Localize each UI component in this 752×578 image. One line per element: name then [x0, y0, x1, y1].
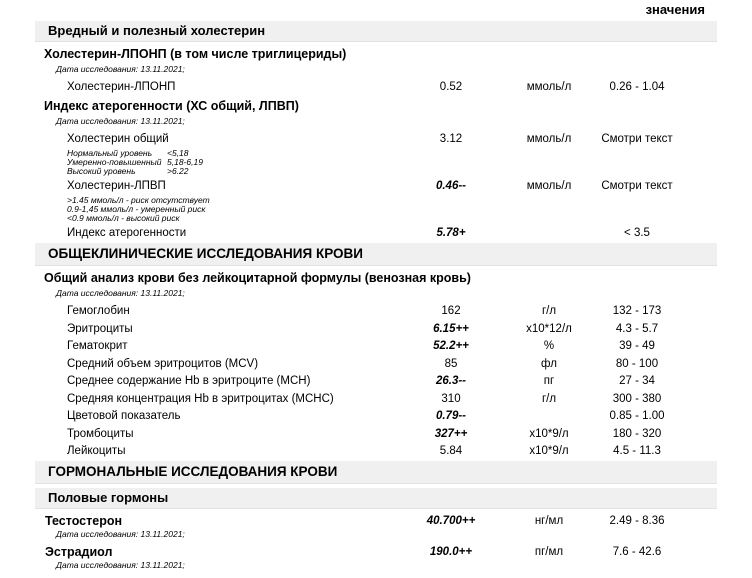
result-row	[35, 357, 688, 371]
test-unit	[512, 226, 586, 240]
test-unit: пг/мл	[534, 546, 564, 558]
section-band: Вредный и полезный холестерин	[35, 21, 717, 42]
test-unit	[512, 409, 586, 423]
test-unit: ммоль/л	[526, 133, 572, 145]
test-name: Средний объем эритроцитов (MCV)	[67, 357, 259, 370]
level-label: Высокий уровень	[67, 166, 136, 176]
test-unit: х10*12/л	[526, 322, 572, 335]
reference-range: 0.26 - 1.04	[609, 81, 665, 93]
test-unit: х10*9/л	[529, 427, 569, 440]
level-value: >6.22	[167, 166, 189, 176]
result-row	[35, 374, 688, 388]
test-unit: ммоль/л	[526, 81, 572, 93]
test-name: Среднее содержание Hb в эритроците (MCH)	[67, 375, 311, 387]
section-band: ОБЩЕКЛИНИЧЕСКИЕ ИССЛЕДОВАНИЯ КРОВИ	[35, 243, 717, 266]
test-name: Эстрадиол	[45, 545, 113, 559]
test-value: 310	[441, 392, 461, 405]
reference-values-column-header: значения	[645, 2, 705, 17]
level-label: Нормальный уровень	[67, 148, 153, 158]
test-value: 26.3--	[435, 375, 467, 387]
result-row	[35, 304, 688, 318]
test-name: Лейкоциты	[67, 445, 126, 457]
result-row	[35, 409, 688, 423]
reference-range: < 3.5	[624, 227, 650, 239]
study-date: Дата исследования: 13.11.2021;	[56, 116, 185, 126]
result-row	[35, 226, 688, 240]
test-value: 3.12	[439, 133, 463, 145]
test-unit: х10*9/л	[529, 445, 569, 457]
risk-note-line: <0.9 ммоль/л - высокий риск	[67, 213, 180, 223]
test-value: 162	[441, 305, 461, 317]
test-value: 0.52	[439, 81, 463, 93]
test-value: 52.2++	[433, 340, 469, 352]
test-name: Холестерин общий	[67, 133, 169, 145]
reference-range: 2.49 - 8.36	[609, 515, 665, 527]
reference-range: Смотри текст	[601, 180, 673, 192]
level-label: Умеренно-повышенный	[67, 157, 162, 167]
test-value: 190.0++	[429, 546, 473, 558]
risk-note-line: >1.45 ммоль/л - риск отсутствует	[67, 195, 210, 205]
reference-range: 7.6 - 42.6	[612, 546, 662, 558]
test-name: Тестостерон	[45, 514, 123, 528]
test-value: 5.84	[439, 445, 463, 457]
reference-range: 27 - 34	[619, 375, 655, 387]
result-row	[35, 514, 688, 528]
risk-note-line: 0.9-1,45 ммоль/л - умеренный риск	[67, 204, 206, 214]
test-unit: %	[543, 340, 555, 352]
test-value: 327++	[434, 427, 468, 440]
result-row	[35, 339, 688, 353]
test-group-title: Индекс атерогенности (ХС общий, ЛПВП)	[44, 99, 299, 113]
test-name: Цветовой показатель	[67, 410, 181, 422]
test-name: Средняя концентрация Hb в эритроцитах (MCHC)	[67, 392, 334, 405]
result-row	[35, 132, 688, 146]
test-unit: г/л	[541, 305, 557, 317]
test-unit: ммоль/л	[526, 180, 572, 192]
study-date: Дата исследования: 13.11.2021;	[56, 529, 185, 539]
reference-range: 4.3 - 5.7	[615, 322, 659, 335]
reference-range: 180 - 320	[612, 427, 662, 440]
subsection-band: Половые гормоны	[35, 488, 717, 509]
level-value: <5,18	[167, 148, 189, 158]
result-row	[35, 444, 688, 458]
test-name: Тромбоциты	[67, 427, 134, 440]
reference-range: 39 - 49	[619, 340, 655, 352]
test-name: Гемоглобин	[67, 305, 130, 317]
result-row	[35, 427, 688, 441]
test-value: 40.700++	[426, 515, 476, 527]
study-date: Дата исследования: 13.11.2021;	[56, 560, 185, 570]
test-group-title: Общий анализ крови без лейкоцитарной формулы (венозная кровь)	[44, 271, 471, 285]
test-name: Холестерин-ЛПОНП	[67, 81, 176, 93]
reference-range: 4.5 - 11.3	[613, 445, 661, 457]
test-name: Гематокрит	[67, 340, 128, 352]
study-date: Дата исследования: 13.11.2021;	[56, 64, 185, 74]
test-value: 6.15++	[433, 322, 469, 335]
level-value: 5,18-6,19	[167, 157, 203, 167]
level-notes	[67, 149, 752, 176]
section-band: ГОРМОНАЛЬНЫЕ ИССЛЕДОВАНИЯ КРОВИ	[35, 461, 717, 484]
test-value: 0.79--	[435, 410, 467, 422]
reference-range: 132 - 173	[612, 305, 662, 317]
test-unit: нг/мл	[534, 515, 564, 527]
test-value: 5.78+	[436, 227, 466, 239]
result-row	[35, 80, 688, 94]
reference-range: 0.85 - 1.00	[609, 410, 665, 422]
test-group-title: Холестерин-ЛПОНП (в том числе триглицериды)	[44, 47, 347, 61]
test-value: 85	[444, 357, 458, 370]
result-row	[35, 179, 688, 193]
reference-range: 300 - 380	[612, 392, 662, 405]
reference-range: Смотри текст	[601, 133, 673, 145]
result-row	[35, 392, 688, 406]
result-row	[35, 545, 688, 559]
risk-notes	[67, 196, 752, 223]
test-unit: фл	[541, 357, 557, 370]
study-date: Дата исследования: 13.11.2021;	[56, 288, 185, 298]
test-name: Холестерин-ЛПВП	[67, 180, 166, 192]
result-row	[35, 322, 688, 336]
test-unit: пг	[543, 375, 555, 387]
test-name: Индекс атерогенности	[67, 227, 187, 239]
test-name: Эритроциты	[67, 322, 133, 335]
test-unit: г/л	[541, 392, 557, 405]
reference-range: 80 - 100	[615, 357, 659, 370]
test-value: 0.46--	[435, 180, 467, 192]
level-note-line	[67, 167, 752, 176]
